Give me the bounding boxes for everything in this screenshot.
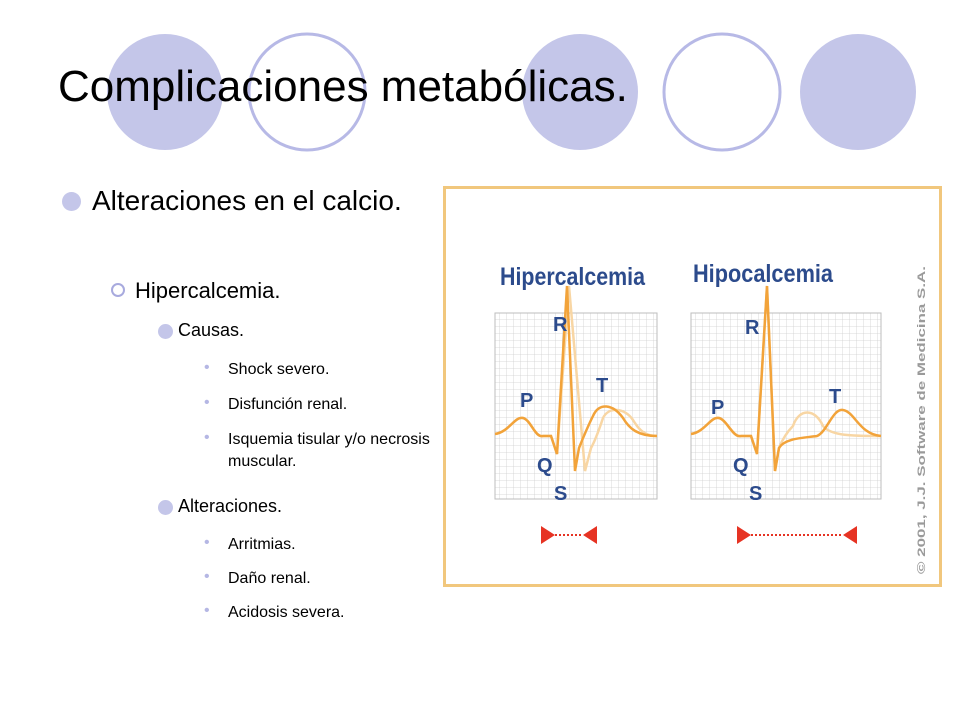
- causa-item: Disfunción renal.: [228, 396, 348, 413]
- wave-label-p: P: [711, 397, 725, 419]
- wave-label-s: S: [554, 483, 568, 505]
- bullet-level3: [158, 500, 173, 515]
- bullet-level2-ring: [111, 283, 125, 297]
- wave-label-r: R: [745, 317, 760, 339]
- bullet-level1: [62, 192, 81, 211]
- deco-circle-filled-3: [800, 34, 916, 150]
- bullet-hipercalcemia: Hipercalcemia.: [135, 278, 281, 303]
- figure-copyright: © 2001, J.J. Software de Medicina S.A.: [916, 373, 928, 574]
- bullet-causas: Causas.: [178, 320, 245, 340]
- wave-label-t: T: [596, 375, 609, 397]
- bullet-alteraciones-calcio: Alteraciones en el calcio.: [92, 185, 402, 216]
- bullet-level4: •: [204, 394, 210, 411]
- wave-label-q: Q: [733, 455, 749, 477]
- bullet-level3: [158, 324, 173, 339]
- deco-circle-ring-2: [664, 34, 780, 150]
- figure-title-hipercalcemia: Hipercalcemia: [500, 263, 646, 291]
- wave-label-p: P: [520, 390, 534, 412]
- causa-item: Shock severo.: [228, 361, 330, 378]
- bullet-level4: •: [204, 602, 210, 619]
- figure-title-hipocalcemia: Hipocalcemia: [693, 260, 834, 288]
- ecg-calcium-figure: [443, 186, 942, 587]
- wave-label-t: T: [829, 386, 842, 408]
- alteracion-item: Arritmias.: [228, 536, 296, 553]
- wave-label-r: R: [553, 314, 568, 336]
- alteracion-item: Daño renal.: [228, 570, 311, 587]
- slide-title: Complicaciones metabólicas.: [58, 62, 628, 111]
- bullet-alteraciones: Alteraciones.: [178, 496, 283, 516]
- bullet-level4: •: [204, 568, 210, 585]
- wave-label-s: S: [749, 483, 763, 505]
- bullet-level4: •: [204, 429, 210, 446]
- bullet-level4: •: [204, 359, 210, 376]
- wave-label-q: Q: [537, 455, 553, 477]
- bullet-level4: •: [204, 534, 210, 551]
- causa-item: Isquemia tisular y/o necrosis muscular.: [228, 431, 430, 470]
- alteracion-item: Acidosis severa.: [228, 604, 345, 621]
